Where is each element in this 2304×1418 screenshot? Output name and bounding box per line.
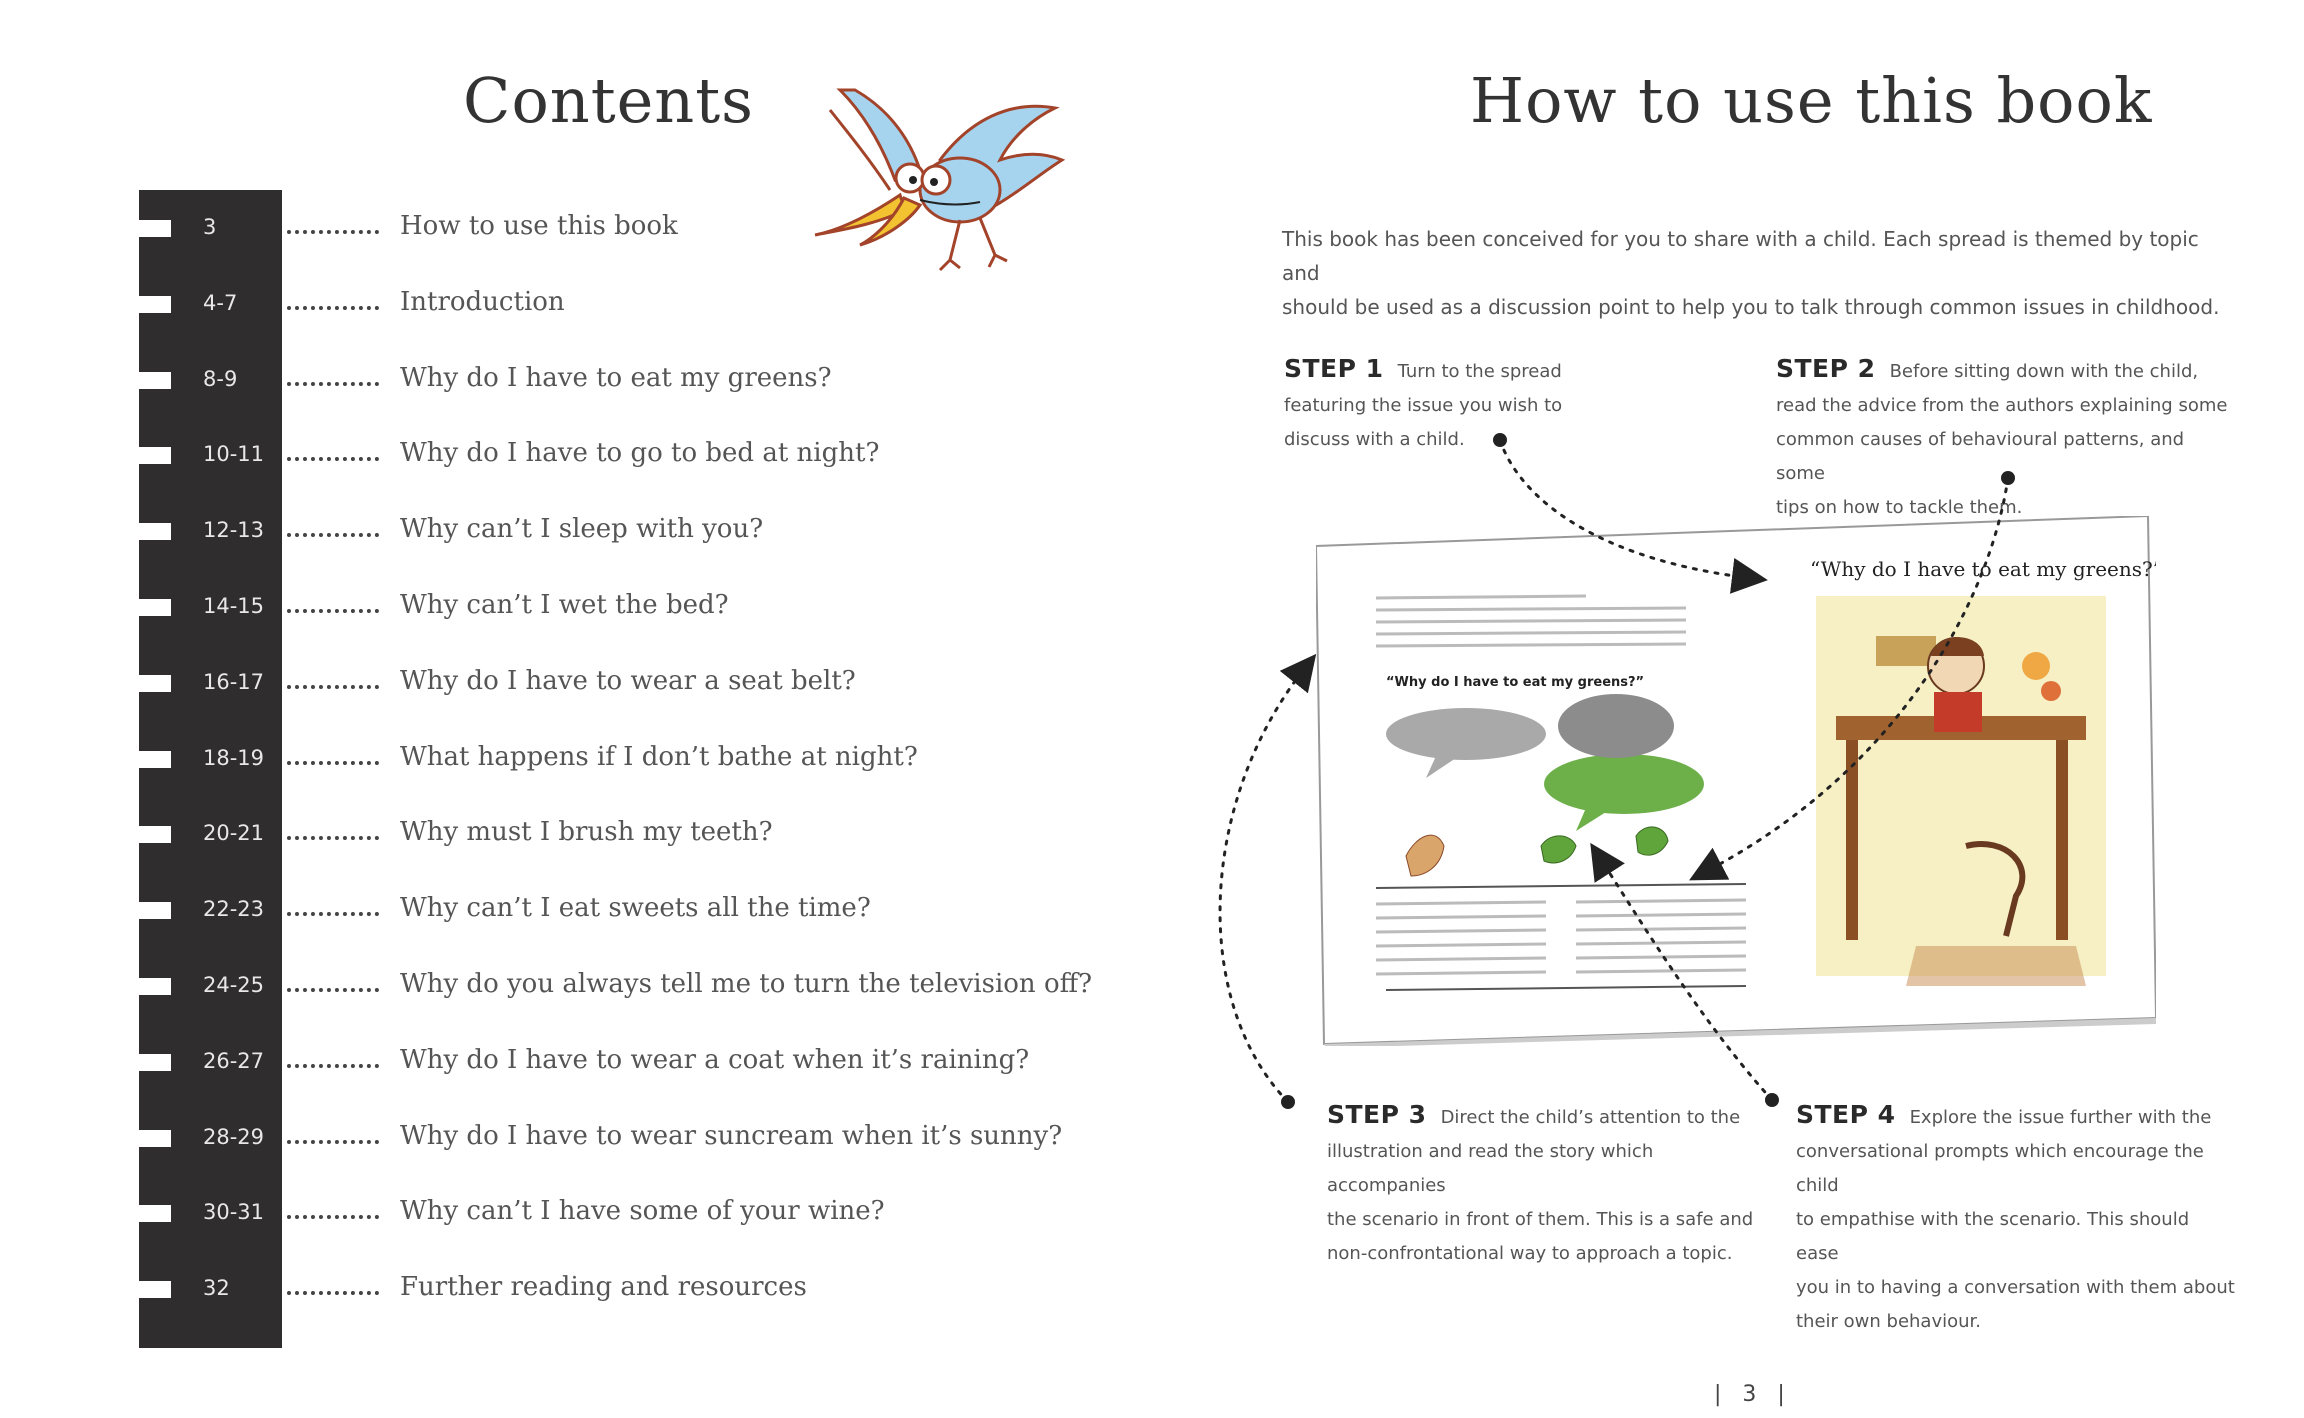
toc-page-number: 30-31: [203, 1200, 265, 1224]
toc-page-number: 24-25: [203, 973, 265, 997]
toc-page-number: 4-7: [203, 291, 238, 315]
page-footer: [1714, 1382, 1785, 1407]
step-3-label: STEP 3: [1327, 1100, 1427, 1129]
step-3-line: non-confrontational way to approach a topic.: [1327, 1243, 1733, 1264]
toc-page-number: 10-11: [203, 442, 265, 466]
step-4-line: conversational prompts which encourage the child: [1796, 1141, 2204, 1196]
toc-page-number: 20-21: [203, 821, 265, 845]
toc-page-number: 12-13: [203, 518, 265, 542]
footer-bar: |: [1714, 1382, 1722, 1407]
step-4-line: their own behaviour.: [1796, 1311, 1982, 1332]
step-1-line: Turn to the spread: [1397, 361, 1562, 382]
toc-page-number: 22-23: [203, 897, 265, 921]
page-number: 3: [1742, 1382, 1757, 1407]
toc-entry-title[interactable]: What happens if I don’t bathe at night?: [400, 742, 918, 772]
toc-entry-title[interactable]: Why do I have to go to bed at night?: [400, 438, 880, 468]
step-4-label: STEP 4: [1796, 1100, 1896, 1129]
step-3: [1327, 1098, 1757, 1271]
step-3-line: Direct the child’s attention to the: [1440, 1107, 1741, 1128]
step-4-line: to empathise with the scenario. This should ease: [1796, 1209, 2190, 1264]
step-3-line: illustration and read the story which accompanies: [1327, 1141, 1654, 1196]
spread-heading: “Why do I have to eat my greens?”: [1810, 557, 2156, 581]
toc-page-number: 32: [203, 1276, 230, 1300]
step-1-line: featuring the issue you wish to: [1284, 395, 1563, 416]
toc-entry-title[interactable]: Why can’t I wet the bed?: [400, 590, 729, 620]
toc-entry-title[interactable]: Why can’t I have some of your wine?: [400, 1196, 885, 1226]
step-2-label: STEP 2: [1776, 354, 1876, 383]
toc-entry-title[interactable]: Introduction: [400, 287, 565, 317]
toc-page-number: 8-9: [203, 367, 238, 391]
footer-bar: |: [1777, 1382, 1785, 1407]
toc-page-number: 28-29: [203, 1125, 265, 1149]
step-4: [1796, 1098, 2236, 1339]
step-2-line: tips on how to tackle them.: [1776, 497, 2023, 518]
step-1-line: discuss with a child.: [1284, 429, 1465, 450]
step-3-line: the scenario in front of them. This is a safe and: [1327, 1209, 1754, 1230]
step-1-label: STEP 1: [1284, 354, 1384, 383]
toc-page-number: 18-19: [203, 746, 265, 770]
toc-entry-title[interactable]: Why do I have to eat my greens?: [400, 363, 832, 393]
toc-entry-title[interactable]: Why can’t I sleep with you?: [400, 514, 764, 544]
intro-line-1: This book has been conceived for you to share with a child. Each spread is themed by topic and: [1282, 227, 2199, 285]
toc-page-number: 3: [203, 215, 217, 239]
step-2-line: read the advice from the authors explaining some: [1776, 395, 2228, 416]
spread-story-bold: “Why do I have to eat my greens?”: [1386, 675, 1645, 690]
toc-entry-title[interactable]: Further reading and resources: [400, 1272, 807, 1302]
contents-heading: Contents: [463, 64, 754, 137]
toc-entry-title[interactable]: Why do you always tell me to turn the television off?: [400, 969, 1093, 999]
step-2-line: Before sitting down with the child,: [1889, 361, 2199, 382]
toc-page-number: 26-27: [203, 1049, 265, 1073]
toc-entry-title[interactable]: Why do I have to wear a coat when it’s raining?: [400, 1045, 1030, 1075]
toc-page-number: 14-15: [203, 594, 265, 618]
how-to-heading: How to use this book: [1470, 64, 2153, 137]
toc-entry-title[interactable]: Why do I have to wear suncream when it’s sunny?: [400, 1121, 1063, 1151]
toc-page-number: 16-17: [203, 670, 265, 694]
toc-entry-title[interactable]: How to use this book: [400, 211, 678, 241]
step-4-line: you in to having a conversation with them about: [1796, 1277, 2235, 1298]
step-4-line: Explore the issue further with the: [1909, 1107, 2212, 1128]
step-2-line: common causes of behavioural patterns, and some: [1776, 429, 2185, 484]
toc-entry-title[interactable]: Why must I brush my teeth?: [400, 817, 773, 847]
toc-entry-title[interactable]: Why do I have to wear a seat belt?: [400, 666, 856, 696]
toc-entry-title[interactable]: Why can’t I eat sweets all the time?: [400, 893, 871, 923]
intro-line-2: should be used as a discussion point to help you to talk through common issues in childhood.: [1282, 295, 2220, 319]
